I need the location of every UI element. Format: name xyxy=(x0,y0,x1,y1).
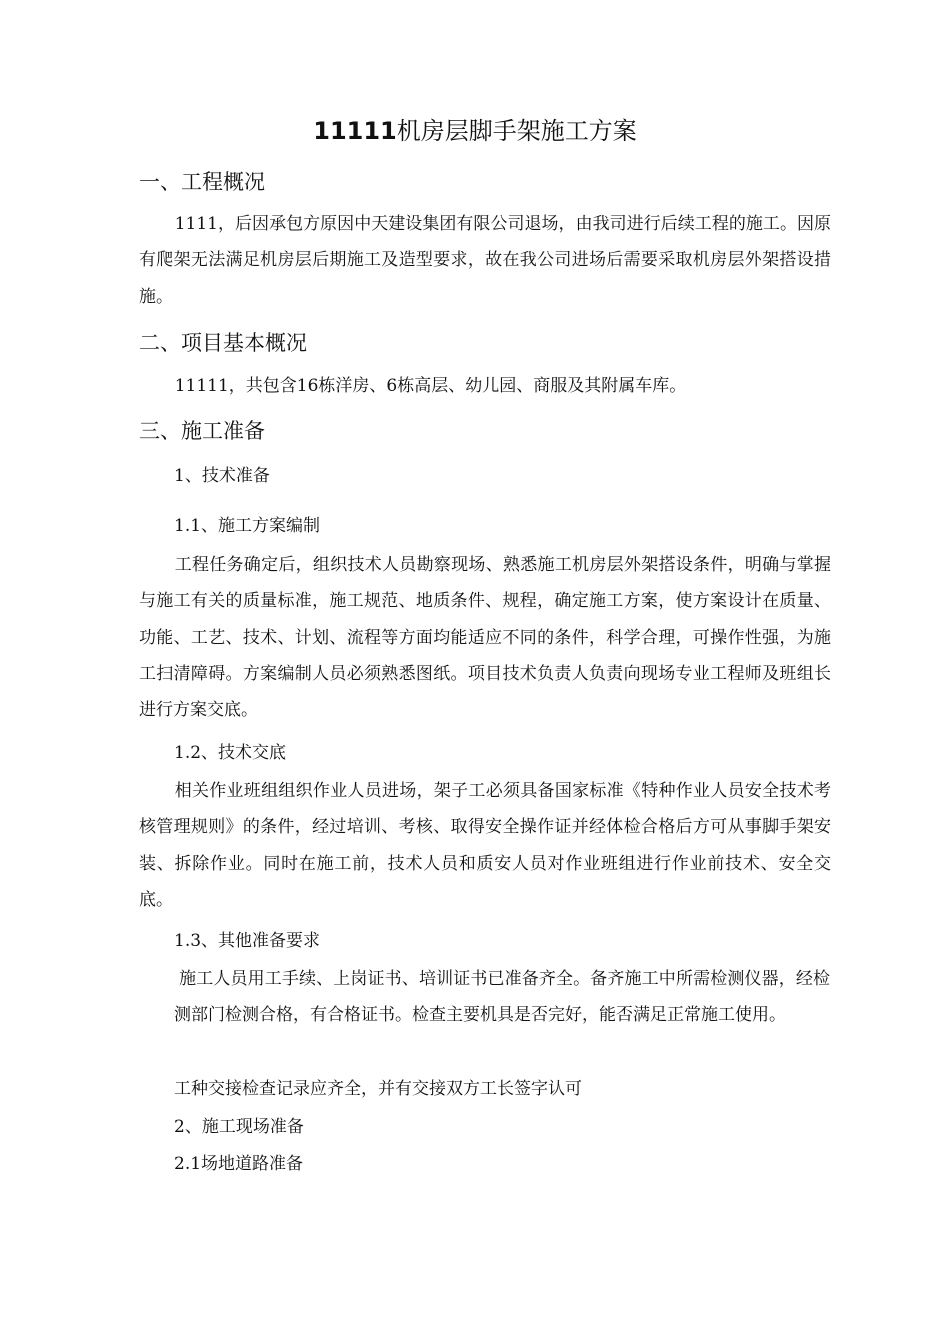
title-number: 11111 xyxy=(313,117,397,145)
subsection-site-prep-heading: 2、施工现场准备 xyxy=(174,1117,304,1137)
title-text: 机房层脚手架施工方案 xyxy=(396,117,637,145)
section-1-paragraph: 1111，后因承包方原因中天建设集团有限公司退场，由我司进行后续工程的施工。因原有爬架无法满足机房层后期施工及造型要求，故在我公司进场后需要采取机房层外架搭设措施。 xyxy=(139,214,831,307)
subsection-plan-preparation-heading: 1.1、施工方案编制 xyxy=(174,516,321,536)
other-requirements-paragraph: 施工人员用工手续、上岗证书、培训证书已准备齐全。备齐施工中所需检测仪器，经检测部门检测合格，有合格证书。检查主要机具是否完好，能否满足正常施工使用。 xyxy=(174,969,830,1026)
subsection-technical-briefing-heading: 1.2、技术交底 xyxy=(174,743,287,763)
document-title xyxy=(0,114,950,148)
section-1-heading: 一、工程概况 xyxy=(139,170,265,194)
subsection-site-road-heading: 2.1场地道路准备 xyxy=(174,1154,304,1174)
handover-record-line: 工种交接检查记录应齐全，并有交接双方工长签字认可 xyxy=(174,1079,582,1099)
section-2-heading: 二、项目基本概况 xyxy=(139,331,307,355)
section-3-heading: 三、施工准备 xyxy=(139,419,265,443)
subsection-other-requirements-heading: 1.3、其他准备要求 xyxy=(174,931,321,951)
technical-briefing-paragraph: 相关作业班组组织作业人员进场，架子工必须具备国家标准《特种作业人员安全技术考核管理规则》的条件，经过培训、考核、取得安全操作证并经体检合格后方可从事脚手架安装、拆除作业。同时在施工前，技术人员和质安人员对作业班组进行作业前技术、安全交底。 xyxy=(139,781,831,910)
subsection-technical-prep-heading: 1、技术准备 xyxy=(174,466,270,486)
plan-preparation-paragraph: 工程任务确定后，组织技术人员勘察现场、熟悉施工机房层外架搭设条件，明确与掌握与施工有关的质量标准，施工规范、地质条件、规程，确定施工方案，使方案设计在质量、功能、工艺、技术、计划、流程等方面均能适应不同的条件，科学合理，可操作性强，为施工扫清障碍。方案编制人员必须熟悉图纸。项目技术负责人负责向现场专业工程师及班组长进行方案交底。 xyxy=(139,555,831,721)
section-2-paragraph: 11111，共包含16栋洋房、6栋高层、幼儿园、商服及其附属车库。 xyxy=(174,376,687,396)
